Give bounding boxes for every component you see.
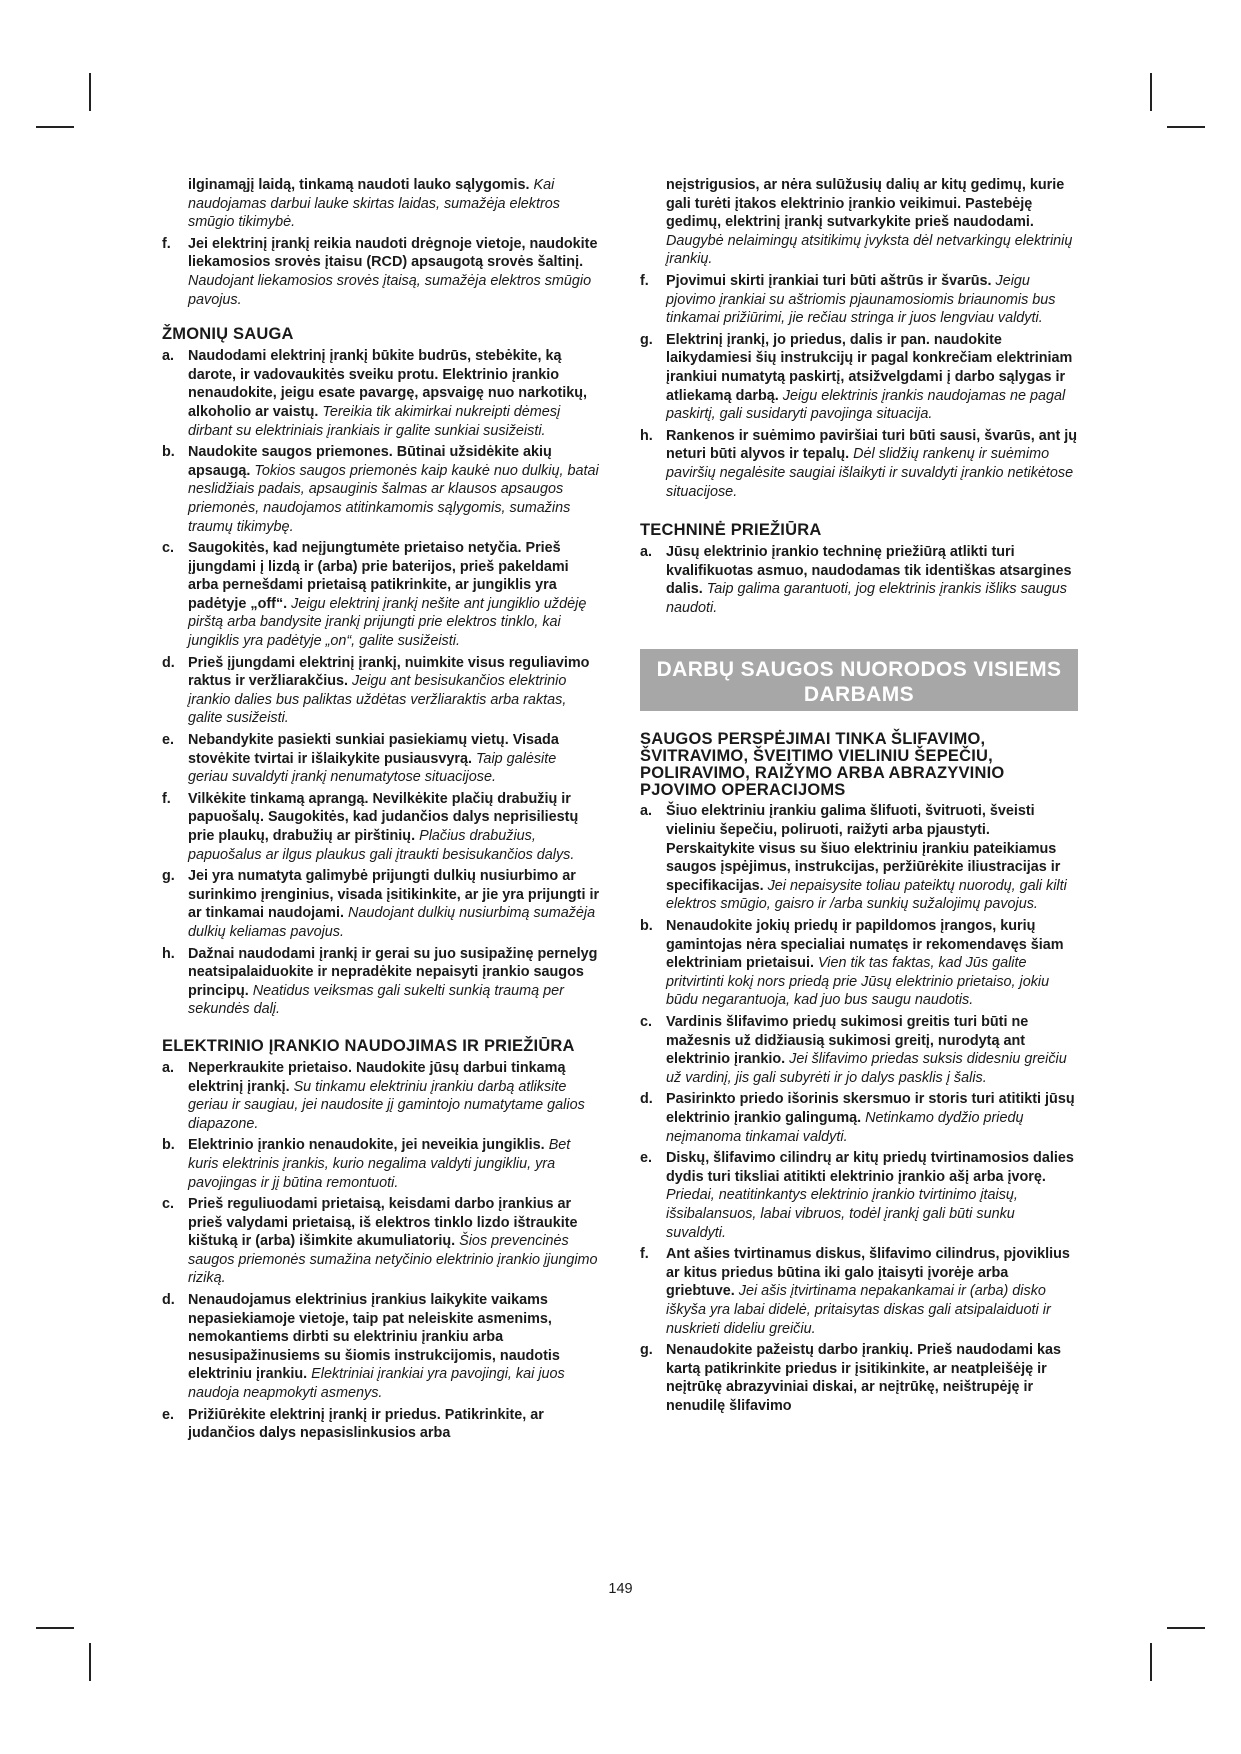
item-label: f. — [162, 235, 171, 252]
item-bold-text: ilginamąjį laidą, tinkamą naudoti lauko sąlygomis. — [188, 177, 530, 193]
item-italic-text: Jei šlifavimo priedas suksis didesniu greičiu už vardinį, jis gali subyrėti ir jo dalys pasklis į šalis. — [666, 1051, 1067, 1086]
item-label: b. — [162, 444, 175, 461]
section-title: SAUGOS PERSPĖJIMAI TINKA ŠLIFAVIMO, ŠVITRAVIMO, ŠVEITIMO VIELINIU ŠEPEČIU, POLIRAVIMO, RAIŽYMO ARBA ABRAZYVINIO PJOVIMO OPERACIJOMS — [640, 730, 1005, 800]
right-column — [640, 176, 1078, 1418]
item-italic-text: Kai naudojamas darbui lauke skirtas laidas, sumažėja elektros smūgio tikimybė. — [188, 177, 560, 231]
item-italic-text: Netinkamo dydžio priedų neįmanoma tinkamai valdyti. — [666, 1109, 1024, 1145]
list-item — [640, 1013, 1078, 1087]
item-bold-text: Pasirinkto priedo išorinis skersmuo ir storis turi atitikti jūsų elektrinio įrankio galingumą. — [666, 1091, 1075, 1126]
item-italic-text: Tokios saugos priemonės kaip kaukė nuo dulkių, batai neslidžiais padais, apsauginis šalmas ar klausos apsaugos priemonės, naudojamos atitinkamomis sąlygomis, sumažins traumų tikimybę. — [188, 462, 599, 535]
crop-mark — [89, 1643, 91, 1681]
item-label: h. — [162, 945, 175, 962]
item-bold-text: Naudokite saugos priemones. Būtinai užsidėkite akių apsaugą. — [188, 444, 552, 479]
item-label: c. — [640, 1014, 653, 1030]
item-italic-text: Daugybė nelaimingų atsitikimų įvyksta dėl netvarkingų elektrinių įrankių. — [666, 232, 1073, 268]
item-label: d. — [640, 1091, 653, 1108]
item-label: a. — [162, 1059, 175, 1076]
item-label: c. — [162, 1196, 175, 1213]
section-list — [162, 1059, 600, 1443]
list-item — [162, 1195, 600, 1288]
item-italic-text: Bet kuris elektrinis įrankis, kurio negalima valdyti jungikliu, yra pavojingas ir jį būtina remontuoti. — [188, 1137, 571, 1191]
item-italic-text: Su tinkamu elektriniu įrankiu darbą atliksite geriau ir saugiau, jei naudosite jį gamintojo numatytame galios diapazone. — [188, 1078, 585, 1132]
section-list — [640, 272, 1078, 501]
item-italic-text: Tereikia tik akimirkai nukreipti dėmesį dirbant su elektriniais įrankiais ir galite sunkiai susižeisti. — [188, 403, 561, 439]
item-bold-text: Šiuo elektriniu įrankiu galima šlifuoti, švitruoti, šveisti vieliniu šepečiu, poliruoti, raižyti arba pjaustyti. Perskaitykite visus su šiuo elektriniu įrankiu pateikiamus saugos įspėjimus, instrukcijas, peržiūrėkite iliustracijas ir specifikacijas. — [666, 803, 1061, 894]
crop-mark — [36, 1627, 74, 1629]
item-italic-text: Jeigu elektrinis įrankis naudojamas ne pagal paskirtį, gali susidaryti pavojinga situacija. — [666, 387, 1066, 423]
list-item — [162, 1291, 600, 1403]
item-italic-text: Dėl slidžių rankenų ir suėmimo paviršių negalėsite saugiai išlaikyti ir suvaldyti įrankio netikėtose situacijose. — [666, 446, 1074, 500]
item-bold-text: Prieš reguliuodami prietaisą, keisdami darbo įrankius ar prieš valydami prietaisą, iš elektros tinklo lizdo ištraukite kištuką ir (arba) išimkite akumuliatorių. — [188, 1196, 578, 1250]
item-italic-text: Jeigu pjovimo įrankiai su aštriomis pjaunamosiomis briaunomis bus tinkamai prižiūrimi, jie rečiau stringa ir juos lengviau valdyti. — [666, 272, 1056, 327]
list-item — [162, 867, 600, 941]
list-item — [162, 347, 600, 440]
item-bold-text: neįstrigusios, ar nėra sulūžusių dalių ar kitų gedimų, kurie gali turėti įtakos elektrinio įrankio veikimui. Pastebėję gedimų, elektrinį įrankį sutvarkykite prieš naudodami. — [666, 177, 1065, 231]
item-label: f. — [640, 272, 649, 289]
list-item — [640, 1341, 1078, 1415]
crop-mark — [89, 73, 91, 111]
section-list — [640, 802, 1078, 1415]
item-italic-text: Priedai, neatitinkantys elektrinio įrankio tvirtinimo įtaisų, išsibalansuos, labai vibruos, todėl įrankį gali būti sunku suvaldyti. — [666, 1187, 1018, 1241]
item-bold-text: Saugokitės, kad neįjungtumėte prietaiso netyčia. Prieš įjungdami į lizdą ir (arba) prie baterijos, prieš pakeldami arba pernešdami prietaisą patikrinkite, ar jungiklis yra padėtyje „off“. — [188, 540, 569, 612]
list-item — [640, 1149, 1078, 1242]
item-label: h. — [640, 427, 653, 444]
list-item — [162, 1059, 600, 1133]
item-label: g. — [640, 1342, 653, 1359]
list-item — [162, 790, 600, 864]
section-banner: DARBŲ SAUGOS NUORODOS VISIEMS DARBAMS — [640, 649, 1078, 711]
item-label: b. — [640, 918, 653, 935]
list-item — [640, 176, 1078, 269]
item-bold-text: Jei elektrinį įrankį reikia naudoti drėgnoje vietoje, naudokite liekamosios srovės įtaisu (RCD) apsaugotą srovės šaltinį. — [188, 235, 598, 271]
item-label: g. — [162, 868, 175, 885]
item-italic-text: Jei ašis įtvirtinama nepakankamai ir (arba) disko iškyša yra labai didelė, pritaisytas diskas gali atsipalaiduoti ir nuskrieti dideliu greičiu. — [666, 1283, 1051, 1337]
item-italic-text: Plačius drabužius, papuošalus ar ilgus plaukus gali įtraukti besisukančios dalys. — [188, 828, 575, 863]
list-item — [162, 1406, 600, 1443]
item-italic-text: Jei nepaisysite toliau pateiktų nuorodų, gali kilti elektros smūgio, gaisro ir /arba sunkių sužalojimų pavojus. — [666, 877, 1067, 913]
item-italic-text: Taip galėsite geriau suvaldyti įrankį nenumatytose situacijose. — [188, 750, 557, 786]
item-bold-text: Ant ašies tvirtinamus diskus, šlifavimo cilindrus, pjoviklius ar kitus priedus būtina iki galo įtaisyti įvorėje arba griebtuve. — [666, 1246, 1070, 1300]
crop-mark — [1167, 126, 1205, 128]
list-item — [162, 731, 600, 787]
item-italic-text: Jeigu elektrinį įrankį nešite ant jungiklio uždėję pirštą arba bandysite įrankį prijungti prie elektros tinklo, kai jungiklis yra padėtyje „on“, galite susižeisti. — [188, 595, 587, 650]
item-bold-text: Pjovimui skirti įrankiai turi būti aštrūs ir švarūs. — [666, 272, 992, 289]
item-label: a. — [162, 348, 175, 365]
crop-mark — [1150, 73, 1152, 111]
list-item — [162, 654, 600, 728]
crop-mark — [36, 126, 74, 128]
item-label: g. — [640, 331, 653, 348]
item-italic-text: Šios prevencinės saugos priemonės sumažina netyčinio elektrinio įrankio įjungimo riziką. — [188, 1233, 598, 1287]
item-label: a. — [640, 803, 653, 820]
item-bold-text: Jei yra numatyta galimybė prijungti dulkių nusiurbimo ar surinkimo įrenginius, visada įsitikinkite, ar jie yra prijungti ir ar tinkamai naudojami. — [188, 868, 600, 922]
item-italic-text: Elektriniai įrankiai yra pavojingi, kai juos naudoja neapmokyti asmenys. — [188, 1366, 565, 1402]
section-list — [640, 543, 1078, 617]
section-title: ŽMONIŲ SAUGA — [162, 325, 294, 344]
item-label: e. — [640, 1150, 653, 1167]
item-italic-text: Taip galima garantuoti, jog elektrinis įrankis išliks saugus naudoti. — [666, 581, 1068, 616]
item-label: a. — [640, 544, 653, 561]
item-italic-text: Naudojant liekamosios srovės įtaisą, sumažėja elektros smūgio pavojus. — [188, 272, 592, 308]
list-item — [640, 331, 1078, 424]
list-item — [640, 917, 1078, 1010]
item-label: f. — [640, 1246, 649, 1263]
item-bold-text: Nenaudokite jokių priedų ir papildomos įrangos, kurių gamintojas nėra specialiai numatęs ir rekomendavęs šiam elektriniam prietaisui. — [666, 918, 1064, 972]
item-bold-text: Nenaudojamus elektrinius įrankius laikykite vaikams nepasiekiamoje vietoje, taip pat neleiskite asmenims, nemokantiems dirbti su elektriniu įrankiu arba nesusipažinusiems su šiomis instrukcijomis, naudotis elektriniu įrankiu. — [188, 1292, 560, 1383]
item-italic-text: Jeigu ant besisukančios elektrinio įrankio dalies bus paliktas uždėtas veržliaraktis arba raktas, galite susižeisti. — [188, 673, 567, 727]
page-number: 149 — [608, 1581, 633, 1597]
item-label: d. — [162, 1292, 175, 1309]
list-item — [640, 543, 1078, 617]
list-item — [162, 1136, 600, 1192]
item-label: e. — [162, 732, 175, 749]
list-item — [640, 272, 1078, 328]
item-bold-text: Diskų, šlifavimo cilindrų ar kitų priedų tvirtinamosios dalies dydis turi tiksliai atitikti elektrinio įrankio ašį arba įvorę. — [666, 1150, 1074, 1185]
list-item — [640, 802, 1078, 914]
section-title: TECHNINĖ PRIEŽIŪRA — [640, 521, 822, 540]
list-item — [162, 539, 600, 651]
item-bold-text: Elektrinio įrankio nenaudokite, jei neveikia jungiklis. — [188, 1137, 545, 1154]
item-bold-text: Rankenos ir suėmimo paviršiai turi būti sausi, švarūs, ant jų neturi būti alyvos ir tepalų. — [666, 427, 1078, 463]
item-label: c. — [162, 540, 175, 557]
item-bold-text: Vardinis šlifavimo priedų sukimosi greitis turi būti ne mažesnis už didžiausią sukimosi greitį, nurodytą ant elektrinio įrankio. — [666, 1014, 1029, 1068]
item-bold-text: Vilkėkite tinkamą aprangą. Nevilkėkite plačių drabužių ir papuošalų. Saugokitės, kad judančios dalys neprisiliestų prie plaukų, drabužių ar pirštinių. — [188, 790, 579, 844]
item-italic-text: Neatidus veiksmas gali sukelti sunkią traumą per sekundės dalį. — [188, 982, 564, 1018]
list-item — [640, 1245, 1078, 1338]
list-item — [162, 176, 600, 232]
item-italic-text: Vien tik tas faktas, kad Jūs galite pritvirtinti kokį nors priedą prie Jūsų elektrinio prietaiso, jokiu būdu negarantuoja, kad juo bus saugu naudotis. — [666, 955, 1050, 1009]
section-title: ELEKTRINIO ĮRANKIO NAUDOJIMAS IR PRIEŽIŪRA — [162, 1036, 575, 1055]
list-item — [162, 443, 600, 536]
list-item — [640, 1090, 1078, 1146]
item-bold-text: Prižiūrėkite elektrinį įrankį ir priedus. Patikrinkite, ar judančios dalys nepasislinkusios arba — [188, 1406, 544, 1442]
item-bold-text: Neperkraukite prietaiso. Naudokite jūsų darbui tinkamą elektrinį įrankį. — [188, 1059, 566, 1095]
item-bold-text: Jūsų elektrinio įrankio techninę priežiūrą atlikti turi kvalifikuotas asmuo, naudodamas tik identiškas atsargines dalis. — [666, 544, 1072, 598]
crop-mark — [1150, 1643, 1152, 1681]
list-item — [640, 427, 1078, 501]
item-bold-text: Nebandykite pasiekti sunkiai pasiekiamų vietų. Visada stovėkite tvirtai ir išlaikykite pusiausvyrą. — [188, 732, 559, 767]
item-italic-text: Naudojant dulkių nusiurbimą sumažėja dulkių keliamas pavojus. — [188, 905, 596, 940]
item-bold-text: Naudodami elektrinį įrankį būkite budrūs, stebėkite, ką darote, ir vadovaukitės sveiku protu. Elektrinio įrankio nenaudokite, jeigu esate pavargę, apsvaigę nuo narkotikų, alkoholio ar vaistų. — [188, 348, 588, 420]
crop-mark — [1167, 1627, 1205, 1629]
item-bold-text: Nenaudokite pažeistų darbo įrankių. Prieš naudodami kas kartą patikrinkite priedus ir įsitikinkite, ar neatpleišėję ir neįtrūkę abrazyviniai diskai, ar neįtrūkę, neištrupėję ir nenudilę šlifavimo — [666, 1342, 1062, 1414]
list-item — [162, 945, 600, 1019]
item-bold-text: Dažnai naudodami įrankį ir gerai su juo susipažinę pernelyg neatsipalaiduokite ir nepradėkite nepaisyti įrankio saugos principų. — [188, 945, 598, 999]
section-list — [162, 347, 600, 1019]
item-bold-text: Prieš įjungdami elektrinį įrankį, nuimkite visus reguliavimo raktus ir veržliarakčius. — [188, 654, 590, 690]
item-label: b. — [162, 1137, 175, 1154]
item-label: e. — [162, 1406, 175, 1423]
item-label: f. — [162, 790, 171, 807]
list-item — [162, 235, 600, 309]
item-bold-text: Elektrinį įrankį, jo priedus, dalis ir pan. naudokite laikydamiesi šių instrukcijų ir pagal konkrečiam elektriniam įrankiui numatytą paskirtį, atsižvelgdami į darbo sąlygas ir atliekamą darbą. — [666, 331, 1073, 404]
item-label: d. — [162, 654, 175, 671]
left-column — [162, 176, 600, 1446]
